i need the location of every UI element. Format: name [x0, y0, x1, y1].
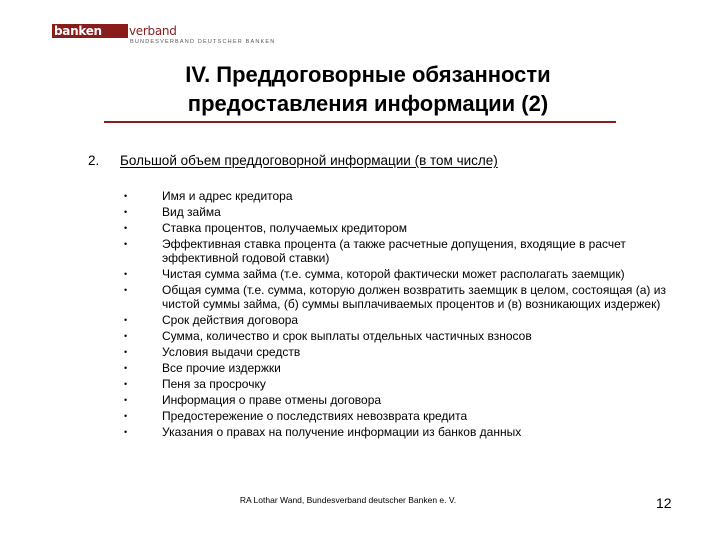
slide-title-line2: предоставления информации (2) [187, 91, 549, 116]
list-item [124, 377, 684, 391]
slide-title-line1: IV. Преддоговорные обязанности [185, 62, 551, 87]
list-item-text: Имя и адрес кредитора [162, 189, 293, 203]
list-item [124, 393, 684, 407]
bullet-icon: • [124, 269, 128, 280]
list-item-text: Все прочие издержки [162, 361, 281, 376]
logo-verband: verband [129, 24, 177, 38]
list-item-text: Эффективная ставка процента (а также расчетные допущения, входящие в расчет эффективной годовой ставки) [162, 237, 626, 266]
bullet-icon: • [124, 223, 128, 233]
list-item-text: Условия выдачи средств [162, 345, 301, 360]
list-item [124, 409, 684, 423]
footer-author: RA Lothar Wand, Bundesverband deutscher Banken e. V. [239, 495, 457, 505]
list-item-text: Вид займа [162, 205, 221, 219]
list-item [124, 329, 684, 343]
slide-title [108, 60, 628, 118]
bullet-icon: • [124, 315, 128, 326]
list-item [124, 425, 684, 439]
bullet-icon: • [124, 363, 128, 374]
list-item [124, 345, 684, 359]
title-divider [104, 121, 616, 123]
logo-subtitle: BUNDESVERBAND DEUTSCHER BANKEN [130, 39, 276, 45]
list-item [124, 361, 684, 375]
list-item-text: Сумма, количество и срок выплаты отдельных частичных взносов [162, 329, 532, 344]
bullet-icon: • [124, 347, 128, 358]
list-item-text: Срок действия договора [162, 313, 299, 328]
bankenverband-logo [52, 24, 276, 48]
bullet-icon: • [124, 379, 128, 390]
bullet-icon: • [124, 331, 128, 342]
list-item-text: Информация о праве отмены договора [162, 393, 382, 408]
list-item-text: Пеня за просрочку [162, 377, 266, 392]
bullet-icon: • [124, 239, 128, 249]
section-number: 2. [88, 153, 100, 168]
list-item [124, 237, 684, 265]
logo-banken: banken [52, 24, 128, 38]
list-item-text: Чистая сумма займа (т.е. сумма, которой фактически может располагать заемщик) [162, 267, 625, 282]
list-item-text: Предостережение о последствиях невозврата кредита [162, 409, 468, 424]
info-list [124, 189, 684, 441]
list-item [124, 267, 684, 281]
section-heading: Большой объем преддоговорной информации (в том числе) [120, 153, 498, 168]
bullet-icon: • [124, 427, 128, 438]
bullet-icon: • [124, 191, 128, 201]
list-item-text: Указания о правах на получение информации из банков данных [162, 425, 522, 440]
bullet-icon: • [124, 411, 128, 422]
bullet-icon: • [124, 285, 128, 296]
list-item [124, 189, 684, 203]
list-item [124, 313, 684, 327]
list-item [124, 283, 684, 311]
list-item [124, 221, 684, 235]
list-item [124, 205, 684, 219]
list-item-text: Ставка процентов, получаемых кредитором [162, 221, 407, 235]
page-number: 12 [656, 495, 672, 511]
bullet-icon: • [124, 395, 128, 406]
bullet-icon: • [124, 207, 128, 217]
list-item-text: Общая сумма (т.е. сумма, которую должен возвратить заемщик в целом, состоящая (а) из чистой суммы займа, (б) суммы выплачиваемых процентов и (в) возникающих издержек) [162, 283, 666, 312]
